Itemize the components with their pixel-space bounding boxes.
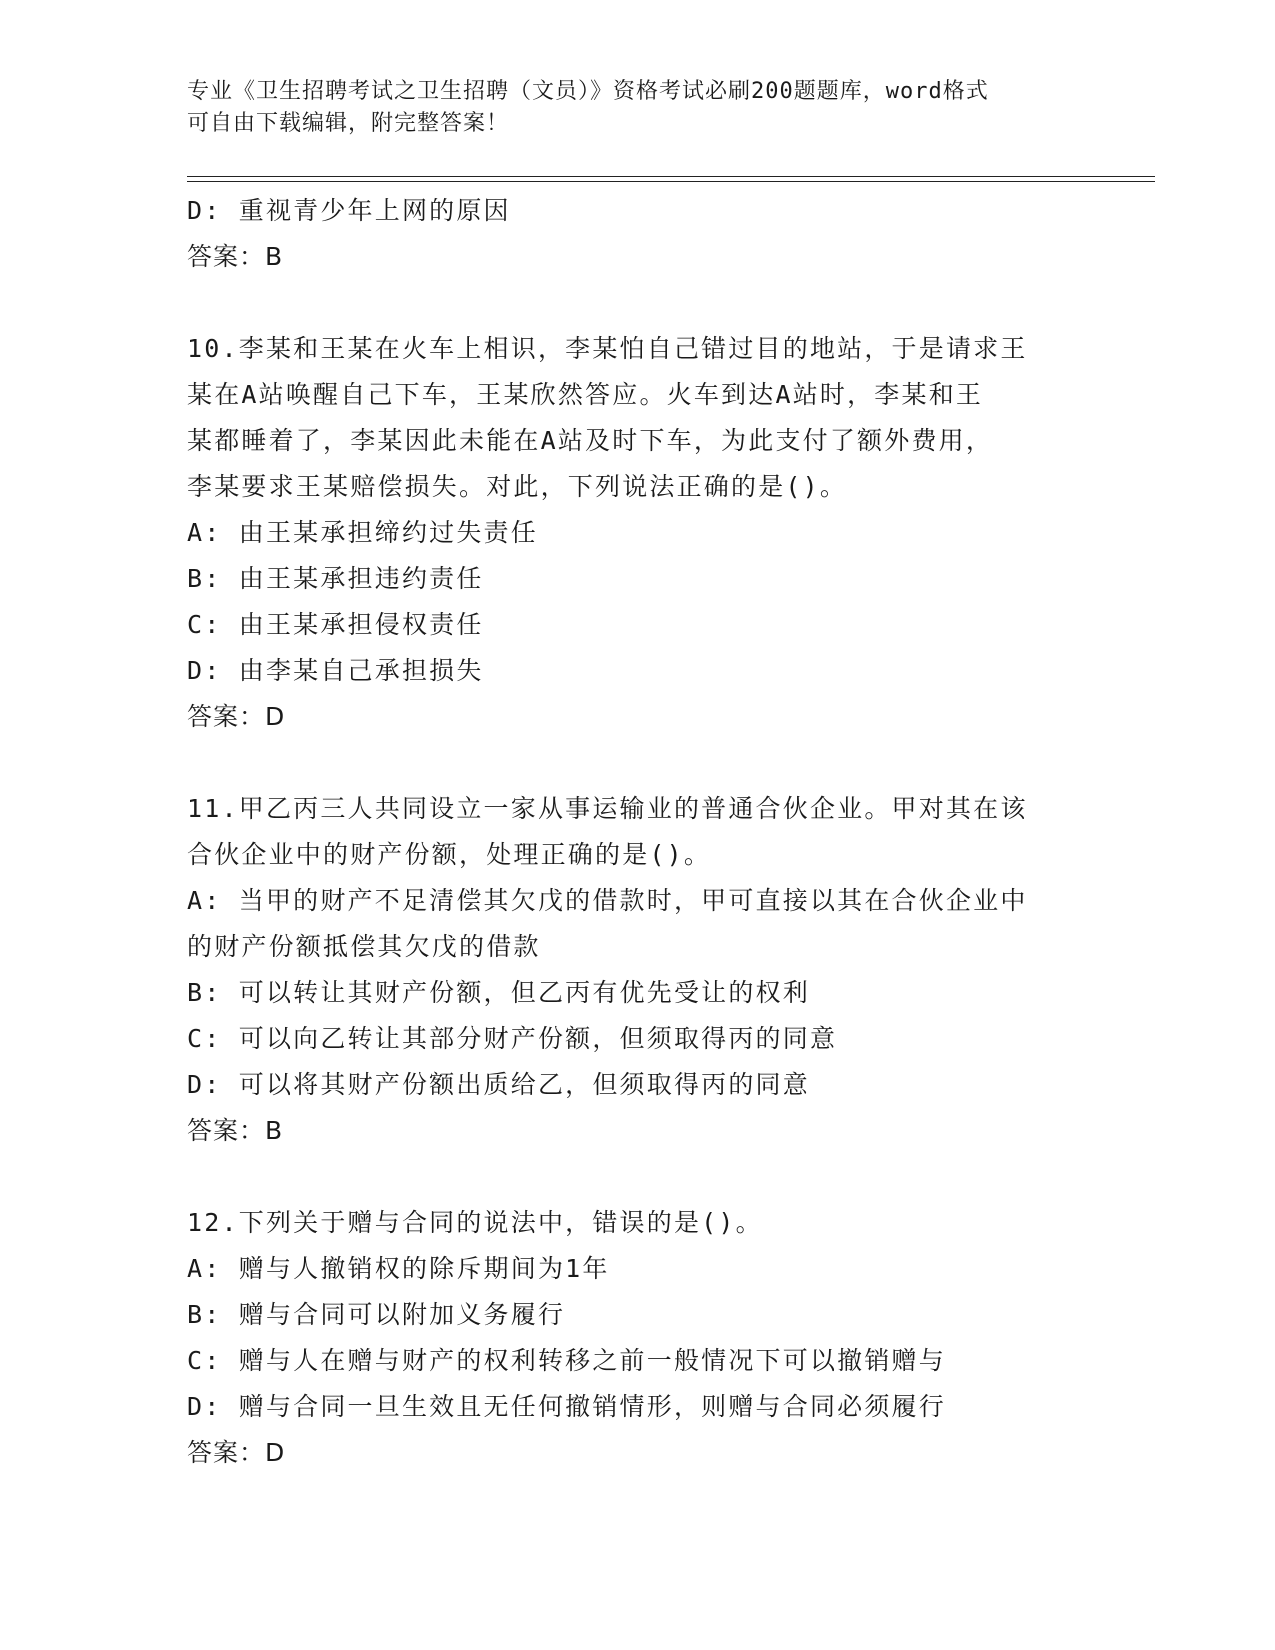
document-body	[187, 188, 1087, 1476]
question-stem-line: 李某要求王某赔偿损失。对此，下列说法正确的是()。	[187, 472, 848, 501]
question-11	[187, 786, 1087, 1154]
option-d: D: 重视青少年上网的原因	[187, 196, 511, 225]
question-stem-line: 12.下列关于赠与合同的说法中，错误的是()。	[187, 1208, 763, 1237]
previous-question-tail	[187, 188, 1087, 280]
answer-line: 答案：D	[187, 1438, 286, 1467]
answer-line: 答案：B	[187, 1116, 284, 1145]
question-stem-line: 某在A站唤醒自己下车，王某欣然答应。火车到达A站时，李某和王	[187, 380, 984, 409]
question-stem-line: 11.甲乙丙三人共同设立一家从事运输业的普通合伙企业。甲对其在该	[187, 794, 1028, 823]
header-rule-bottom	[187, 181, 1155, 182]
question-10	[187, 326, 1087, 740]
answer-line: 答案：D	[187, 702, 286, 731]
document-header	[187, 76, 1067, 140]
option-c: C: 由王某承担侵权责任	[187, 610, 484, 639]
header-line-2: 可自由下载编辑，附完整答案！	[187, 111, 510, 136]
option-c: C: 赠与人在赠与财产的权利转移之前一般情况下可以撤销赠与	[187, 1346, 946, 1375]
option-a: A: 赠与人撤销权的除斥期间为1年	[187, 1254, 610, 1283]
question-stem-line: 合伙企业中的财产份额，处理正确的是()。	[187, 840, 712, 869]
option-b: B: 赠与合同可以附加义务履行	[187, 1300, 566, 1329]
question-stem-line: 某都睡着了，李某因此未能在A站及时下车，为此支付了额外费用，	[187, 426, 994, 455]
answer-line: 答案：B	[187, 242, 284, 271]
option-a-continued: 的财产份额抵偿其欠戊的借款	[187, 932, 541, 961]
option-c: C: 可以向乙转让其部分财产份额，但须取得丙的同意	[187, 1024, 838, 1053]
option-d: D: 由李某自己承担损失	[187, 656, 484, 685]
question-12	[187, 1200, 1087, 1476]
question-stem-line: 10.李某和王某在火车上相识，李某怕自己错过目的地站，于是请求王	[187, 334, 1028, 363]
option-d: D: 赠与合同一旦生效且无任何撤销情形，则赠与合同必须履行	[187, 1392, 946, 1421]
option-a: A: 当甲的财产不足清偿其欠戊的借款时，甲可直接以其在合伙企业中	[187, 886, 1028, 915]
option-b: B: 可以转让其财产份额，但乙丙有优先受让的权利	[187, 978, 810, 1007]
header-rule-top	[187, 176, 1155, 177]
option-b: B: 由王某承担违约责任	[187, 564, 484, 593]
option-d: D: 可以将其财产份额出质给乙，但须取得丙的同意	[187, 1070, 810, 1099]
header-line-1: 专业《卫生招聘考试之卫生招聘（文员）》资格考试必刷200题题库，word格式	[187, 79, 989, 104]
option-a: A: 由王某承担缔约过失责任	[187, 518, 538, 547]
